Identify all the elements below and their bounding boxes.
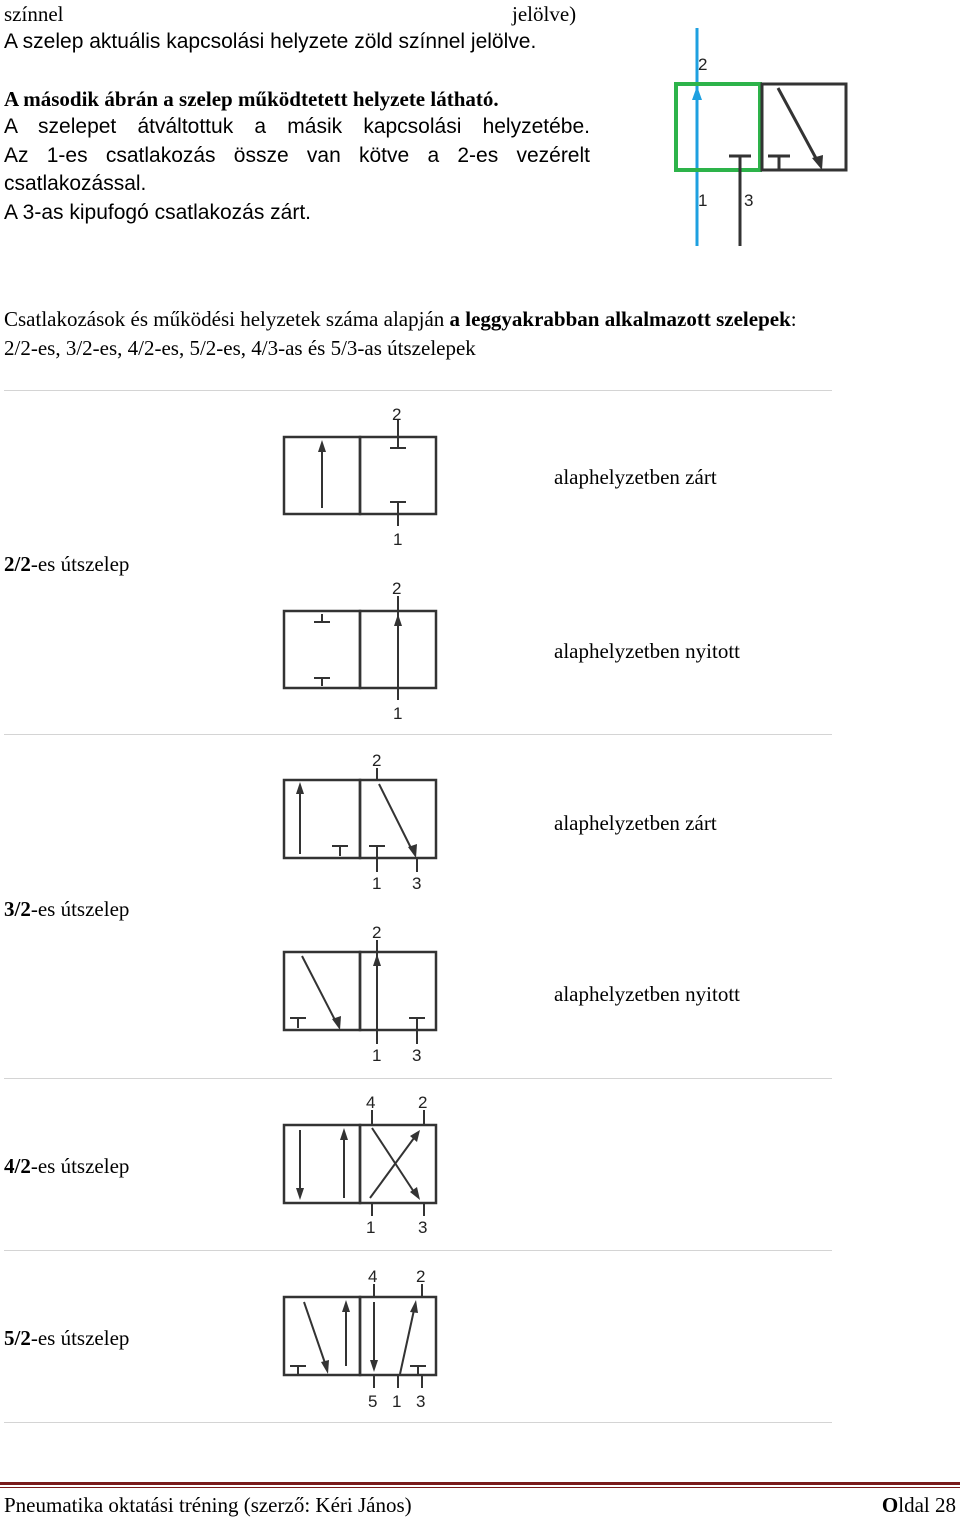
summary-line-1 [4, 305, 797, 333]
svg-text:5: 5 [368, 1392, 378, 1411]
svg-text:1: 1 [372, 1046, 382, 1065]
valve-2-2-open-diagram [280, 574, 444, 724]
port-label-3: 3 [744, 191, 754, 210]
valve-label-5-2: 5/2-es útszelep [4, 1326, 130, 1350]
svg-text:2: 2 [416, 1267, 426, 1286]
svg-text:4: 4 [368, 1267, 378, 1286]
summary-line-2: 2/2-es, 3/2-es, 4/2-es, 5/2-es, 4/3-as és 5/3-as útszelepek [4, 336, 476, 360]
table-divider [4, 390, 832, 391]
intro-line-6: A 3-as kipufogó csatlakozás zárt. [4, 201, 311, 224]
svg-text:1: 1 [392, 1392, 402, 1411]
svg-text:3: 3 [412, 874, 422, 893]
footer-rule-thin [0, 1487, 960, 1488]
svg-text:2: 2 [392, 579, 402, 598]
svg-text:3: 3 [412, 1046, 422, 1065]
summary-text: Csatlakozások és működési helyzetek száma alapján [4, 307, 450, 331]
intro-line-4: Az 1-es csatlakozás össze van kötve a 2-es vezérelt [4, 144, 590, 167]
footer-page-number: Oldal 28 [881, 1493, 956, 1517]
valve-label-3-2: 3/2-es útszelep [4, 897, 130, 921]
svg-text:1: 1 [393, 704, 403, 723]
svg-text:1: 1 [393, 530, 403, 549]
intro-line-5: csatlakozással. [4, 172, 147, 195]
svg-text:2: 2 [372, 923, 382, 942]
table-divider [4, 734, 832, 735]
actuated-3-2-valve-diagram [664, 22, 854, 250]
intro-line-3: A szelepet átváltottuk a másik kapcsolási helyzetébe. [4, 115, 590, 138]
footer-title: Pneumatika oktatási tréning (szerző: Kéri János) [4, 1493, 412, 1517]
valve-2-2-state-closed: alaphelyzetben zárt [554, 465, 717, 489]
table-divider [4, 1078, 832, 1079]
port-label-1: 1 [698, 191, 708, 210]
valve-3-2-open-diagram [280, 918, 444, 1068]
summary-bold: a leggyakrabban alkalmazott szelepek [449, 307, 791, 331]
valve-3-2-closed-diagram [280, 746, 444, 896]
svg-text:4: 4 [366, 1093, 376, 1112]
table-divider [4, 1422, 832, 1423]
svg-text:3: 3 [416, 1392, 426, 1411]
port-label-2: 2 [698, 55, 708, 74]
svg-text:2: 2 [372, 751, 382, 770]
flow-arrow-icon [692, 86, 702, 100]
valve-5-2-diagram [280, 1262, 444, 1412]
intro-line-1: A szelep aktuális kapcsolási helyzete zöld színnel jelölve. [4, 30, 537, 53]
svg-text:3: 3 [418, 1218, 428, 1237]
footer-rule [0, 1482, 960, 1485]
intro-line-0-right: jelölve) [512, 2, 577, 26]
table-divider [4, 1250, 832, 1251]
valve-3-2-state-closed: alaphelyzetben zárt [554, 811, 717, 835]
summary-colon: : [790, 307, 797, 331]
intro-line-0-left: színnel [4, 2, 64, 26]
valve-2-2-closed-diagram [280, 400, 444, 550]
intro-line-2: A második ábrán a szelep működtetett helyzete látható. [4, 87, 499, 111]
svg-text:1: 1 [366, 1218, 376, 1237]
valve-label-4-2: 4/2-es útszelep [4, 1154, 130, 1178]
svg-text:1: 1 [372, 874, 382, 893]
svg-text:2: 2 [392, 405, 402, 424]
valve-2-2-state-open: alaphelyzetben nyitott [554, 639, 741, 663]
valve-4-2-diagram [280, 1090, 444, 1240]
svg-text:2: 2 [418, 1093, 428, 1112]
valve-3-2-state-open: alaphelyzetben nyitott [554, 982, 741, 1006]
valve-label-2-2: 2/2-es útszelep [4, 552, 130, 576]
